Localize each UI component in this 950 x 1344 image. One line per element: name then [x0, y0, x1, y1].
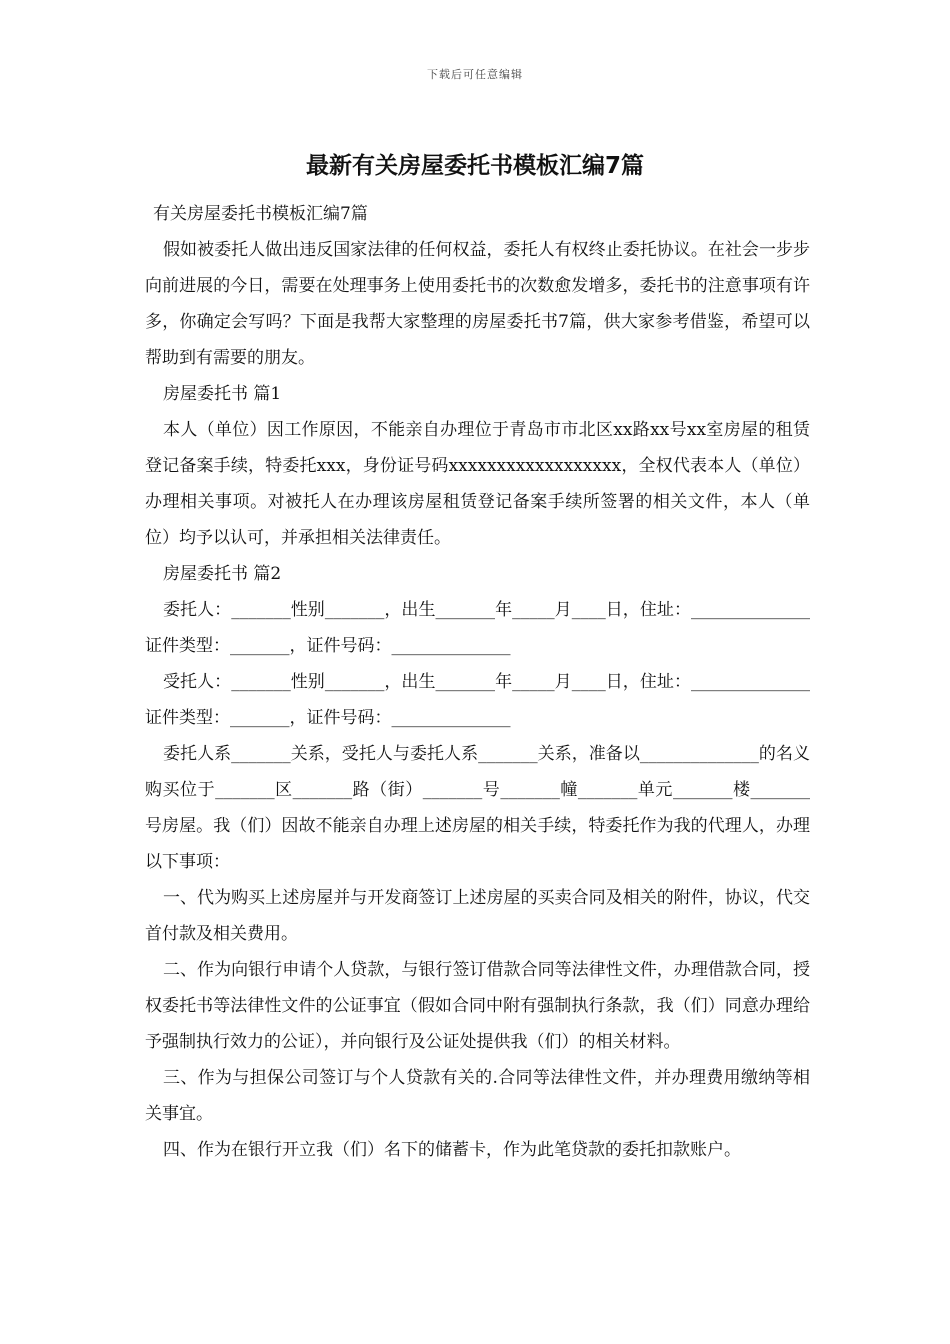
item-2: 二、作为向银行申请个人贷款，与银行签订借款合同等法律性文件，办理借款合同，授权委托书等法律性文件的公证事宜（假如合同中附有强制执行条款，我（们）同意办理给予强制执行效力的公证），并向银行及公证处提供我（们）的相关材料。: [145, 960, 810, 1052]
item-4: 四、作为在银行开立我（们）名下的储蓄卡，作为此笔贷款的委托扣款账户。: [163, 1140, 741, 1160]
document-title: 最新有关房屋委托书模板汇编7篇: [305, 153, 644, 179]
document-body: [145, 196, 810, 1168]
header-note: 下载后可任意编辑: [427, 68, 523, 81]
item-3: 三、作为与担保公司签订与个人贷款有关的.合同等法律性文件，并办理费用缴纳等相关事宜。: [145, 1068, 810, 1124]
section-1-body: 本人（单位）因工作原因，不能亲自办理位于青岛市市北区xx路xx号xx室房屋的租赁登记备案手续，特委托xxx，身份证号码xxxxxxxxxxxxxxxxxx，全权代表本人（单位）办理相关事项。对被托人在办理该房屋租赁登记备案手续所签署的相关文件，本人（单位）均予以认可，并承担相关法律责任。: [145, 420, 810, 548]
item-1: 一、代为购买上述房屋并与开发商签订上述房屋的买卖合同及相关的附件，协议，代交首付款及相关费用。: [145, 888, 810, 944]
principal-line: 委托人：_______性别_______，出生_______年_____月____日，住址：______________证件类型：_______，证件号码：______________: [145, 600, 810, 656]
section-1-heading: 房屋委托书 篇1: [163, 384, 282, 404]
intro-paragraph: 假如被委托人做出违反国家法律的任何权益，委托人有权终止委托协议。在社会一步步向前进展的今日，需要在处理事务上使用委托书的次数愈发增多，委托书的注意事项有许多，你确定会写吗？下面是我帮大家整理的房屋委托书7篇，供大家参考借鉴，希望可以帮助到有需要的朋友。: [145, 240, 810, 368]
subtitle: 有关房屋委托书模板汇编7篇: [153, 204, 368, 224]
agent-line: 受托人：_______性别_______，出生_______年_____月____日，住址：______________证件类型：_______，证件号码：______________: [145, 672, 810, 728]
relation-paragraph: 委托人系_______关系，受托人与委托人系_______关系，准备以______________的名义购买位于_______区_______路（街）_______号_______幢_______单元_______楼_______号房屋。我（们）因故不能亲自办理上述房屋的相关手续，特委托作为我的代理人，办理以下事项：: [145, 744, 810, 872]
section-2-heading: 房屋委托书 篇2: [163, 564, 282, 584]
